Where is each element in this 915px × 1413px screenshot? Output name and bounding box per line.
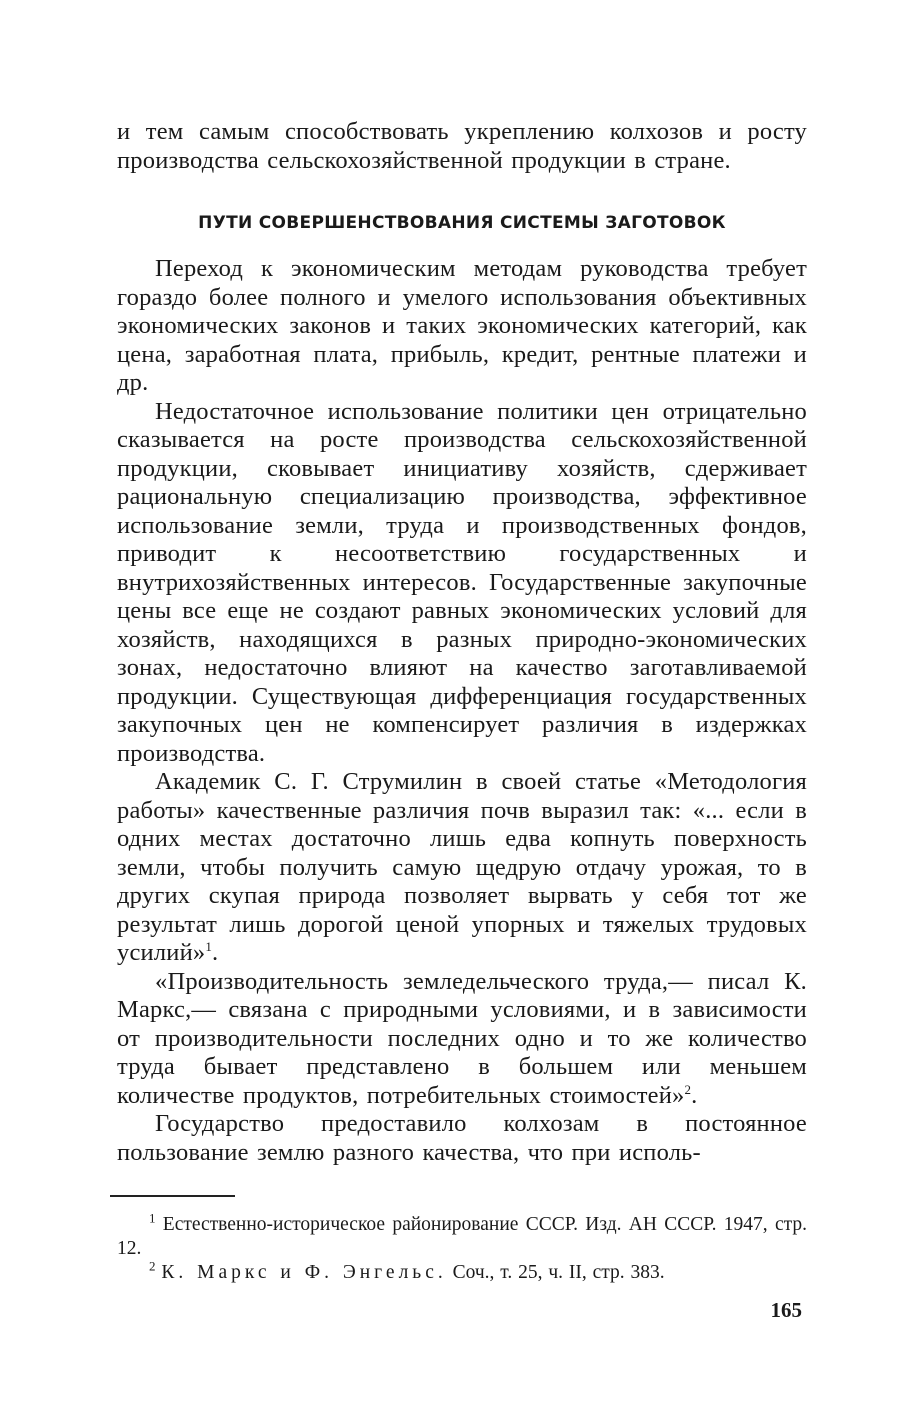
footnotes	[117, 1210, 808, 1285]
footnote-separator	[110, 1195, 235, 1197]
paragraph-1: Переход к экономическим методам руководства требует гораздо более полного и умелого использования объективных экономических законов и таких экономических категорий, как цена, заработная плата, прибыль, кредит, рентные платежи и др.	[117, 255, 807, 396]
footnote-2-text: Соч., т. 25, ч. II, стр. 383.	[452, 1262, 665, 1283]
paragraph-2: Недостаточное использование политики цен отрицательно сказывается на росте производства сельскохозяйственной продукции, сковывает инициативу хозяйств, сдерживает рациональную специализацию производства, эффективное использование земли, труда и производственных фондов, приводит к несоответствию государственных и внутрихозяйственных интересов. Государственные закупочные цены все еще не создают равных экономических условий для хозяйств, находящихся в разных природно-экономических зонах, недостаточно влияют на качество заготавливаемой продукции. Существующая дифференциация государственных закупочных цен не компенсирует различия в издержках производства.	[117, 397, 807, 767]
paragraph-5: Государство предоставило колхозам в постоянное пользование землю разного качества, что при исполь-	[117, 1110, 807, 1166]
footnote-1	[117, 1210, 808, 1261]
paragraph-3-text: Академик С. Г. Струмилин в своей статье «Методология работы» качественные различия почв выразил так: «... если в одних местах достаточно лишь едва копнуть поверхность земли, чтобы получить самую щедрую отдачу урожая, то в других скупая природа позволяет вырвать у себя тот же результат лишь дорогой ценой упорных и тяжелых трудовых усилий»	[117, 768, 807, 966]
intro-paragraph: и тем самым способствовать укреплению колхозов и росту производства сельскохозяйственной продукции в стране.	[117, 118, 807, 174]
page-number: 165	[770, 1298, 802, 1322]
footnote-mark-1: 1	[205, 938, 213, 954]
paragraph-3: Академик С. Г. Струмилин в своей статье «Методология работы» качественные различия почв выразил так: «... если в одних местах достаточно лишь едва копнуть поверхность земли, чтобы получить самую щедрую отдачу урожая, то в других скупая природа позволяет вырвать у себя тот же результат лишь дорогой ценой упорных и тяжелых трудовых усилий»$^1$.	[117, 768, 807, 966]
footnote-mark-2: 2	[684, 1081, 692, 1097]
paragraph-4: «Производительность земледельческого труда,— писал К. Маркс,— связана с природными условиями, и в зависимости от производительности последних одно и то же количество труда бывает представлено в большем или меньшем количестве продуктов, потребительных стоимостей»$^2$.	[117, 967, 807, 1109]
section-heading: ПУТИ СОВЕРШЕНСТВОВАНИЯ СИСТЕМЫ ЗАГОТОВОК	[198, 213, 726, 233]
footnote-1-mark: 1	[149, 1210, 156, 1226]
footnote-1-text: Естественно-историческое районирование СССР. Изд. АН СССР. 1947, стр. 12.	[117, 1214, 808, 1259]
paragraph-4-text: «Производительность земледельческого труда,— писал К. Маркс,— связана с природными условиями, и в зависимости от производительности последних одно и то же количество труда бывает представлено в большем или меньшем количестве продуктов, потребительных стоимостей»	[117, 967, 807, 1109]
page-body	[117, 118, 807, 1167]
footnote-2-mark: 2	[149, 1258, 156, 1274]
footnote-2	[117, 1258, 807, 1285]
footnote-2-authors: К. Маркс и Ф. Энгельс.	[161, 1262, 447, 1283]
